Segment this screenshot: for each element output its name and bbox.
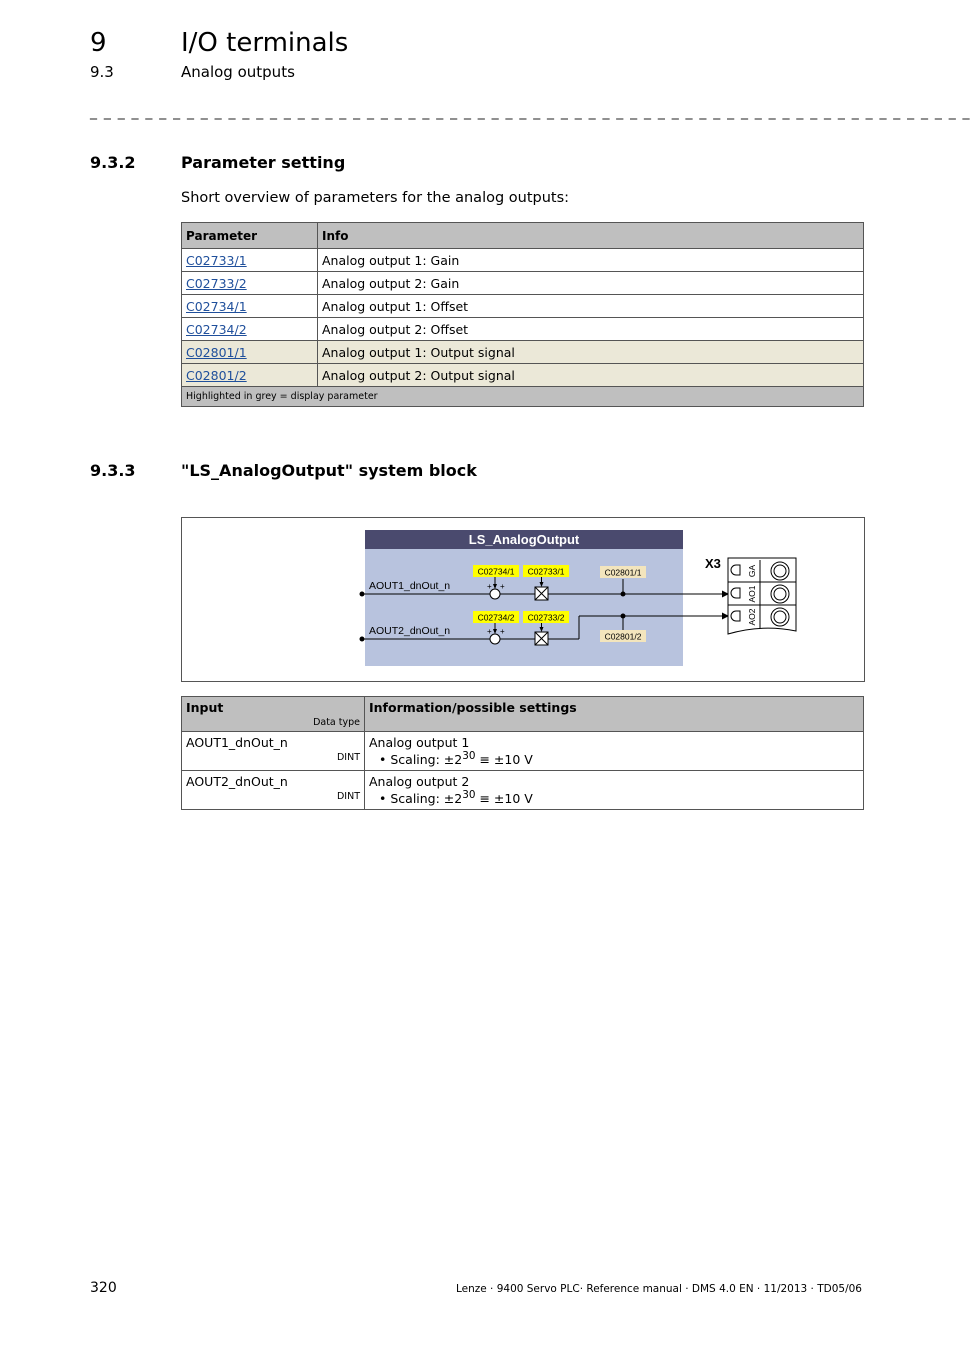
table-row — [182, 318, 864, 341]
terminal-contact — [731, 611, 740, 621]
terminal-contact — [731, 588, 740, 598]
parameter-link[interactable]: C02733/2 — [186, 275, 247, 291]
parameter-info: Analog output 2: Offset — [318, 318, 864, 341]
input-name: AOUT2_dnOut_n — [186, 774, 288, 790]
table-header-row — [182, 223, 864, 249]
header-datatype: Data type — [313, 717, 360, 728]
diagram-svg — [182, 518, 864, 681]
table-row — [182, 249, 864, 272]
section-933-number: 9.3.3 — [90, 461, 136, 480]
section-932-title: Parameter setting — [181, 153, 346, 172]
io-info-scaling: • Scaling: $\pm 2^{30} \equiv \pm 10$ V — [379, 789, 533, 807]
parameter-info: Analog output 1: Output signal — [318, 341, 864, 364]
svg-text:+: + — [500, 627, 505, 636]
svg-text:+: + — [487, 627, 492, 636]
block-title: LS_AnalogOutput — [468, 532, 580, 547]
io-info-cell — [365, 732, 864, 771]
chapter-number: 9 — [90, 28, 107, 58]
svg-text:C02733/1: C02733/1 — [527, 566, 565, 577]
io-input-cell — [182, 732, 365, 771]
table-row — [182, 295, 864, 318]
parameter-info: Analog output 1: Gain — [318, 249, 864, 272]
io-row — [182, 771, 864, 810]
pin-label-ga: GA — [747, 564, 757, 578]
parameter-link[interactable]: C02734/1 — [186, 298, 247, 314]
io-input-cell — [182, 771, 365, 810]
connector-label: X3 — [705, 556, 721, 571]
io-info-title: Analog output 2 — [369, 774, 470, 790]
parameter-info: Analog output 2: Output signal — [318, 364, 864, 387]
parameter-info: Analog output 1: Offset — [318, 295, 864, 318]
section-title: Analog outputs — [181, 63, 295, 81]
svg-text:C02801/1: C02801/1 — [604, 567, 642, 578]
section-number: 9.3 — [90, 63, 114, 81]
input-name: AOUT1_dnOut_n — [186, 735, 288, 750]
io-header-row — [182, 697, 864, 732]
io-row — [182, 732, 864, 771]
header-parameter: Parameter — [182, 223, 318, 249]
svg-text:+: + — [487, 582, 492, 591]
block-body — [365, 530, 683, 666]
parameter-info: Analog output 2: Gain — [318, 272, 864, 295]
parameter-link[interactable]: C02734/2 — [186, 321, 247, 337]
header-info: Info — [318, 223, 864, 249]
input-datatype: DINT — [336, 791, 360, 803]
section-932-number: 9.3.2 — [90, 153, 136, 172]
svg-text:C02733/2: C02733/2 — [527, 612, 565, 623]
parameter-link[interactable]: C02801/2 — [186, 367, 247, 383]
input-label-2: AOUT2_dnOut_n — [369, 625, 451, 637]
input-datatype: DINT — [336, 752, 360, 763]
io-info-scaling: • Scaling: $\pm 2^{30} \equiv \pm 10$ V — [379, 750, 533, 768]
table-footnote: Highlighted in grey = display parameter — [182, 387, 864, 407]
section-933-title: "LS_AnalogOutput" system block — [181, 461, 477, 480]
section-932-intro: Short overview of parameters for the analog outputs: — [181, 190, 570, 206]
header-separator: _ _ _ _ _ _ _ _ _ _ _ _ _ _ _ _ _ _ _ _ _ _ _ _ _ _ _ _ _ _ _ _ _ _ _ _ _ _ _ _ _ _ _ _ _ _ _ _ _ _ _ _ _ _ _ _ _ _ _ _ _ _ _ _ — [90, 104, 971, 120]
io-info-cell — [365, 771, 864, 810]
header-input: Input Data type — [182, 697, 365, 732]
svg-text:C02734/2: C02734/2 — [477, 612, 515, 623]
page-number: 320 — [90, 1280, 117, 1296]
table-row-display — [182, 341, 864, 364]
terminal-contact — [731, 565, 740, 575]
header-information: Information/possible settings — [365, 697, 864, 732]
svg-text:C02801/2: C02801/2 — [604, 631, 642, 642]
pin-label-ao1: AO1 — [747, 585, 757, 603]
parameter-link[interactable]: C02801/1 — [186, 344, 247, 360]
table-row-display — [182, 364, 864, 387]
footer-text: Lenze · 9400 Servo PLC· Reference manual · DMS 4.0 EN · 11/2013 · TD05/06 — [455, 1283, 862, 1295]
pin-label-ao2: AO2 — [747, 608, 757, 626]
table-row — [182, 272, 864, 295]
io-table — [181, 696, 864, 810]
svg-text:C02734/1: C02734/1 — [477, 566, 515, 577]
parameter-table — [181, 222, 864, 407]
parameter-link[interactable]: C02733/1 — [186, 252, 247, 268]
svg-text:+: + — [500, 582, 505, 591]
io-info-title: Analog output 1 — [369, 735, 470, 750]
input-label-1: AOUT1_dnOut_n — [369, 580, 451, 592]
system-block-diagram — [181, 517, 865, 682]
chapter-title: I/O terminals — [181, 28, 349, 58]
table-footnote-row — [182, 387, 864, 407]
